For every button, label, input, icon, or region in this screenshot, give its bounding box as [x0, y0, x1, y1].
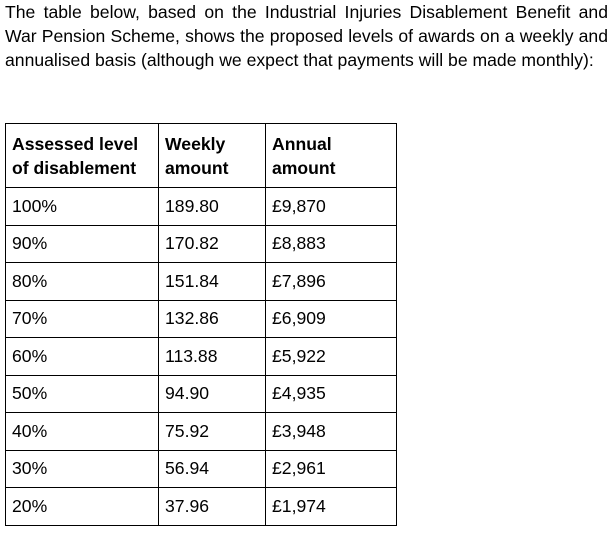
cell-weekly: 189.80 [159, 188, 266, 226]
table-row [6, 225, 397, 263]
cell-weekly: 94.90 [159, 375, 266, 413]
cell-annual: £3,948 [266, 413, 397, 451]
cell-level: 40% [6, 413, 159, 451]
cell-level: 20% [6, 488, 159, 526]
table-row [6, 300, 397, 338]
table-row [6, 450, 397, 488]
cell-level: 100% [6, 188, 159, 226]
awards-table [5, 123, 397, 526]
cell-weekly: 170.82 [159, 225, 266, 263]
table-row [6, 413, 397, 451]
header-assessed-level: Assessed level of disablement [6, 124, 159, 188]
table-row [6, 263, 397, 301]
cell-annual: £2,961 [266, 450, 397, 488]
cell-weekly: 75.92 [159, 413, 266, 451]
header-annual-amount: Annual amount [266, 124, 397, 188]
intro-paragraph: The table below, based on the Industrial Injuries Disablement Benefit and War Pension Scheme, shows the proposed levels of awards on a weekly and annualised basis (although we expect that payments will be made monthly): [5, 2, 608, 70]
cell-level: 90% [6, 225, 159, 263]
cell-level: 60% [6, 338, 159, 376]
cell-annual: £8,883 [266, 225, 397, 263]
cell-annual: £9,870 [266, 188, 397, 226]
table-header-row [6, 124, 397, 188]
cell-level: 80% [6, 263, 159, 301]
cell-weekly: 113.88 [159, 338, 266, 376]
cell-annual: £6,909 [266, 300, 397, 338]
header-weekly-amount: Weekly amount [159, 124, 266, 188]
cell-annual: £1,974 [266, 488, 397, 526]
cell-weekly: 151.84 [159, 263, 266, 301]
cell-level: 70% [6, 300, 159, 338]
table-row [6, 188, 397, 226]
cell-annual: £4,935 [266, 375, 397, 413]
cell-annual: £7,896 [266, 263, 397, 301]
cell-weekly: 56.94 [159, 450, 266, 488]
table-row [6, 488, 397, 526]
cell-weekly: 37.96 [159, 488, 266, 526]
cell-level: 30% [6, 450, 159, 488]
table-row [6, 338, 397, 376]
table-row [6, 375, 397, 413]
cell-weekly: 132.86 [159, 300, 266, 338]
cell-level: 50% [6, 375, 159, 413]
cell-annual: £5,922 [266, 338, 397, 376]
